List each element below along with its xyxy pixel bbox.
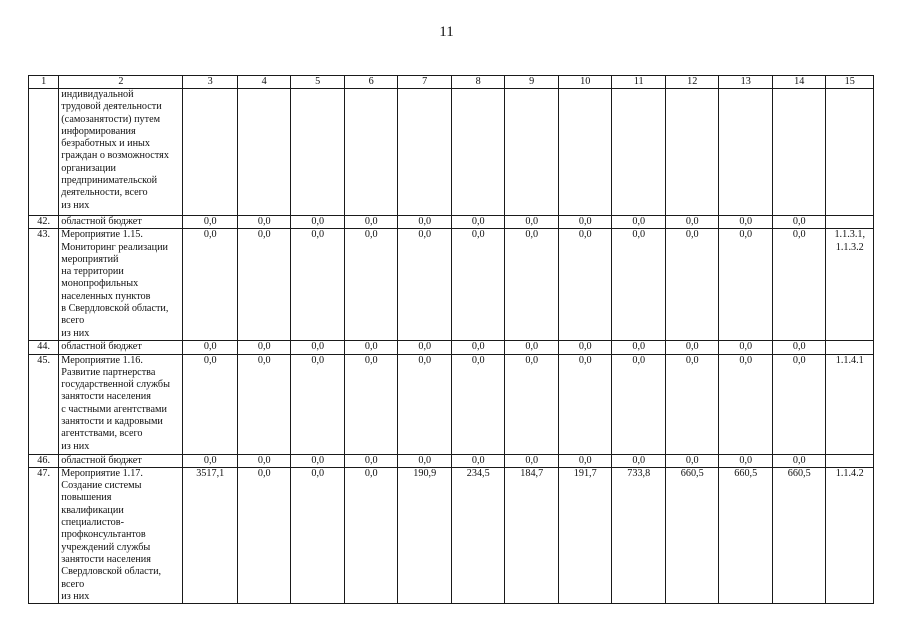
value-cell: 0,0 <box>558 454 612 467</box>
value-cell: 0,0 <box>719 216 773 229</box>
column-number-header: 6 <box>344 76 398 89</box>
column-number-header: 9 <box>505 76 559 89</box>
value-cell <box>665 89 719 216</box>
value-cell <box>237 89 291 216</box>
value-cell: 0,0 <box>612 454 666 467</box>
row-number: 42. <box>29 216 59 229</box>
value-cell: 0,0 <box>183 229 238 341</box>
target-reference <box>826 341 874 354</box>
value-cell: 0,0 <box>665 216 719 229</box>
column-number-header: 7 <box>398 76 452 89</box>
value-cell: 0,0 <box>665 454 719 467</box>
value-cell: 0,0 <box>291 229 345 341</box>
row-number: 46. <box>29 454 59 467</box>
value-cell: 0,0 <box>237 341 291 354</box>
value-cell <box>558 89 612 216</box>
row-description: областной бюджет <box>59 216 183 229</box>
value-cell: 0,0 <box>558 216 612 229</box>
column-number-header: 10 <box>558 76 612 89</box>
value-cell: 0,0 <box>183 341 238 354</box>
value-cell: 0,0 <box>291 454 345 467</box>
value-cell: 0,0 <box>291 341 345 354</box>
target-reference: 1.1.4.1 <box>826 354 874 454</box>
value-cell: 0,0 <box>451 341 505 354</box>
value-cell: 0,0 <box>505 341 559 354</box>
value-cell: 184,7 <box>505 467 559 603</box>
value-cell: 191,7 <box>558 467 612 603</box>
value-cell: 0,0 <box>398 354 452 454</box>
value-cell: 0,0 <box>719 229 773 341</box>
target-reference <box>826 89 874 216</box>
row-number: 43. <box>29 229 59 341</box>
value-cell <box>772 89 826 216</box>
value-cell: 0,0 <box>291 216 345 229</box>
value-cell: 0,0 <box>505 454 559 467</box>
column-number-header: 4 <box>237 76 291 89</box>
table-row <box>29 467 874 603</box>
value-cell: 0,0 <box>505 229 559 341</box>
table-body <box>29 89 874 604</box>
value-cell <box>398 89 452 216</box>
value-cell: 0,0 <box>237 216 291 229</box>
column-number-header: 12 <box>665 76 719 89</box>
target-reference: 1.1.3.1, 1.1.3.2 <box>826 229 874 341</box>
value-cell <box>719 89 773 216</box>
value-cell: 234,5 <box>451 467 505 603</box>
column-number-header: 5 <box>291 76 345 89</box>
value-cell: 0,0 <box>183 354 238 454</box>
row-description: Мероприятие 1.16. Развитие партнерства государственной службы занятости населения с частными агентствами занятости и кадровыми агентствами, всего из них <box>59 354 183 454</box>
value-cell: 0,0 <box>237 229 291 341</box>
row-number: 47. <box>29 467 59 603</box>
value-cell: 0,0 <box>344 454 398 467</box>
value-cell: 0,0 <box>237 454 291 467</box>
value-cell <box>612 89 666 216</box>
value-cell: 0,0 <box>344 229 398 341</box>
row-description: областной бюджет <box>59 341 183 354</box>
value-cell <box>344 89 398 216</box>
table-row <box>29 454 874 467</box>
column-number-header: 1 <box>29 76 59 89</box>
value-cell: 0,0 <box>344 341 398 354</box>
program-table <box>28 75 874 604</box>
value-cell: 0,0 <box>183 454 238 467</box>
table-row <box>29 354 874 454</box>
page-number: 11 <box>439 24 454 40</box>
value-cell: 0,0 <box>665 354 719 454</box>
value-cell: 0,0 <box>237 467 291 603</box>
table-row <box>29 341 874 354</box>
value-cell: 0,0 <box>665 229 719 341</box>
table-row <box>29 229 874 341</box>
value-cell: 733,8 <box>612 467 666 603</box>
value-cell: 0,0 <box>719 341 773 354</box>
value-cell: 0,0 <box>451 354 505 454</box>
target-reference <box>826 216 874 229</box>
column-number-row <box>29 76 874 89</box>
value-cell: 0,0 <box>183 216 238 229</box>
value-cell: 0,0 <box>398 454 452 467</box>
value-cell: 0,0 <box>772 454 826 467</box>
value-cell: 0,0 <box>612 341 666 354</box>
target-reference: 1.1.4.2 <box>826 467 874 603</box>
row-number: 45. <box>29 354 59 454</box>
row-description: Мероприятие 1.17. Создание системы повышения квалификации специалистов- профконсультантов учреждений службы занятости населения Свердловской области, всего из них <box>59 467 183 603</box>
value-cell: 660,5 <box>719 467 773 603</box>
value-cell: 660,5 <box>772 467 826 603</box>
value-cell: 0,0 <box>344 354 398 454</box>
table-row <box>29 216 874 229</box>
row-description: Мероприятие 1.15. Мониторинг реализации мероприятий на территории монопрофильных населенных пунктов в Свердловской области, всего из них <box>59 229 183 341</box>
table-row <box>29 89 874 216</box>
value-cell: 0,0 <box>612 216 666 229</box>
value-cell: 660,5 <box>665 467 719 603</box>
row-number: 44. <box>29 341 59 354</box>
column-number-header: 13 <box>719 76 773 89</box>
value-cell: 0,0 <box>612 229 666 341</box>
value-cell: 0,0 <box>558 341 612 354</box>
value-cell: 0,0 <box>398 229 452 341</box>
value-cell: 0,0 <box>344 467 398 603</box>
column-number-header: 2 <box>59 76 183 89</box>
value-cell: 0,0 <box>291 467 345 603</box>
value-cell: 0,0 <box>772 216 826 229</box>
value-cell: 0,0 <box>772 341 826 354</box>
value-cell: 0,0 <box>344 216 398 229</box>
value-cell: 0,0 <box>451 216 505 229</box>
value-cell <box>291 89 345 216</box>
value-cell: 0,0 <box>558 229 612 341</box>
value-cell: 0,0 <box>772 229 826 341</box>
value-cell: 0,0 <box>398 341 452 354</box>
value-cell: 0,0 <box>665 341 719 354</box>
column-number-header: 8 <box>451 76 505 89</box>
value-cell: 0,0 <box>505 354 559 454</box>
value-cell: 0,0 <box>772 354 826 454</box>
column-number-header: 14 <box>772 76 826 89</box>
column-number-header: 3 <box>183 76 238 89</box>
value-cell: 0,0 <box>558 354 612 454</box>
value-cell: 0,0 <box>505 216 559 229</box>
value-cell: 0,0 <box>398 216 452 229</box>
value-cell: 0,0 <box>291 354 345 454</box>
row-number <box>29 89 59 216</box>
value-cell: 0,0 <box>451 454 505 467</box>
target-reference <box>826 454 874 467</box>
row-description: областной бюджет <box>59 454 183 467</box>
row-description: индивидуальной трудовой деятельности (самозанятости) путем информирования безработных и иных граждан о возможностях организации предпринимательской деятельности, всего из них <box>59 89 183 216</box>
value-cell: 0,0 <box>719 454 773 467</box>
value-cell: 0,0 <box>451 229 505 341</box>
value-cell <box>451 89 505 216</box>
value-cell: 190,9 <box>398 467 452 603</box>
value-cell <box>505 89 559 216</box>
value-cell <box>183 89 238 216</box>
value-cell: 0,0 <box>612 354 666 454</box>
value-cell: 0,0 <box>237 354 291 454</box>
column-number-header: 11 <box>612 76 666 89</box>
column-number-header: 15 <box>826 76 874 89</box>
value-cell: 0,0 <box>719 354 773 454</box>
value-cell: 3517,1 <box>183 467 238 603</box>
